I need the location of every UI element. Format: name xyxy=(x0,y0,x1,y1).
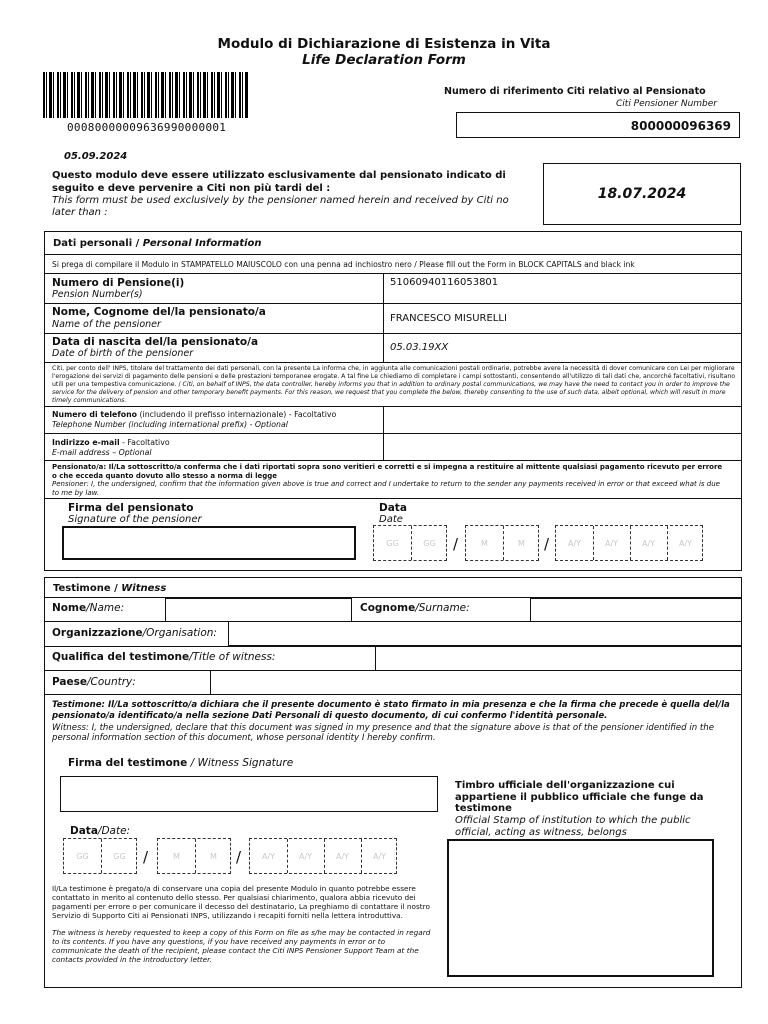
phone-label-en: Telephone Number (including international prefix) - Optional xyxy=(52,420,288,429)
pension-number-label-it: Numero di Pensione(i) xyxy=(52,277,185,289)
witness-signature-label-it: Firma del testimone xyxy=(68,757,188,769)
date-separator: / xyxy=(453,535,459,553)
ref-number-box xyxy=(456,112,740,138)
pensioner-signature-label-en: Signature of the pensioner xyxy=(68,514,202,525)
ref-number-value: 800000096369 xyxy=(630,119,731,133)
divider xyxy=(44,694,742,695)
witness-name-label-it: Nome xyxy=(52,602,87,614)
witness-org-input[interactable] xyxy=(228,621,742,646)
witness-title-en: Witness xyxy=(121,583,167,594)
witness-name-label-en: /Name: xyxy=(86,602,125,614)
form-title-it: Modulo di Dichiarazione di Esistenza in Vita xyxy=(217,36,551,52)
witness-org-label-it: Organizzazione xyxy=(52,627,143,639)
privacy-notice-it: Citi, per conto dell' INPS, titolare del trattamento dei dati personali, con la presente La informa che, in aggiunta alle comunicazioni postali ordinarie, potrebbe avere la necessità di dover comunicare con Lei per migliorare l'erogazione dei servizi di pagamento delle pensioni e delle prestazioni temporanee erogate. A tal fine Le chiediamo di completare i campi sottostanti, consentendo all'utilizzo di tali dati che, ancorché facoltativi, risultano utili per una tempestiva comunicazione. / xyxy=(52,365,736,388)
witness-name-input[interactable] xyxy=(165,598,352,622)
email-input[interactable] xyxy=(386,435,738,459)
witness-date-year[interactable]: A/Y A/Y A/Y A/Y xyxy=(249,838,397,874)
issue-date: 05.09.2024 xyxy=(64,151,128,162)
pensioner-signature-box[interactable] xyxy=(62,526,356,560)
dob-label-en: Date of birth of the pensioner xyxy=(52,348,194,359)
pensioner-date-month[interactable]: M M xyxy=(465,525,539,561)
barcode-number: 00080000009636990000001 xyxy=(67,121,227,134)
witness-surname-input[interactable] xyxy=(530,598,742,622)
deadline-box xyxy=(543,163,741,225)
witness-signature-label-en: / Witness Signature xyxy=(187,757,294,769)
witness-title-input[interactable] xyxy=(375,646,742,671)
ref-label-it: Numero di riferimento Citi relativo al Pensionato xyxy=(444,86,706,97)
personal-info-title-en: Personal Information xyxy=(142,238,262,249)
email-label-en: E-mail address – Optional xyxy=(52,448,152,457)
deadline-value: 18.07.2024 xyxy=(597,186,687,202)
phone-label-bold: Numero di telefono xyxy=(52,410,138,419)
pension-number-label-en: Pension Number(s) xyxy=(52,289,143,300)
pensioner-declaration-it: Pensionato/a: Il/La sottoscritto/a conferma che i dati riportati sopra sono veritieri e corretti e si impegna a restituire al mittente qualsiasi pagamento ricevuto per errore o che ecceda quanto dovuto allo stesso a norma di legge xyxy=(52,463,723,480)
witness-signature-box[interactable] xyxy=(60,776,438,812)
divider xyxy=(44,460,742,461)
pension-number-value: 51060940116053801 xyxy=(390,277,499,288)
witness-country-input[interactable] xyxy=(210,670,742,695)
witness-date-day[interactable]: GG GG xyxy=(63,838,137,874)
personal-info-header xyxy=(44,231,742,255)
column-divider xyxy=(383,273,384,363)
witness-declaration-it: Testimone: Il/La sottoscritto/a dichiara che il presente documento è stato firmato in mia presenza e che la firma che precede è quella del/la pensionato/a identificato/a nella sezione Dati Personali di questo documento, di cui confermo l'identità personale. xyxy=(52,700,730,721)
witness-title-label-en: /Title of witness: xyxy=(189,651,276,663)
witness-country-label-en: /Country: xyxy=(87,676,136,688)
witness-surname-label-it: Cognome xyxy=(360,602,416,614)
witness-header xyxy=(44,577,742,598)
date-separator: / xyxy=(236,848,242,866)
notice-it: Questo modulo deve essere utilizzato esclusivamente dal pensionato indicato di seguito e deve pervenire a Citi non più tardi del : xyxy=(52,170,506,194)
fill-instructions: Si prega di compilare il Modulo in STAMPATELLO MAIUSCOLO con una penna ad inchiostro nero / Please fill out the Form in BLOCK CAPITALS and black ink xyxy=(52,260,635,269)
dob-value: 05.03.19XX xyxy=(390,342,449,353)
date-separator: / xyxy=(143,848,149,866)
pensioner-name-value: FRANCESCO MISURELLI xyxy=(390,313,507,324)
pensioner-date-year[interactable]: A/Y A/Y A/Y A/Y xyxy=(555,525,703,561)
personal-info-title-it: Dati personali / xyxy=(53,238,143,249)
divider xyxy=(44,498,742,499)
privacy-notice-en: Citi, on behalf of INPS, the data controller, hereby informs you that in addition to ordinary postal communications, we may have the need to contact you in order to improve the service for the delivery of pension and other temporary benefit payments. For this reason, we request that you complete the below, thereby consenting to the use of such data, albeit optional, which will result in more timely communications. xyxy=(52,381,730,404)
pensioner-declaration-en: Pensioner: I, the undersigned, confirm that the information given above is true and correct and I undertake to return to the sender any payments received in error or that exceed what is due to me by law. xyxy=(52,480,720,497)
pensioner-name-label-en: Name of the pensioner xyxy=(52,319,161,330)
witness-declaration-en: Witness: I, the undersigned, declare that this document was signed in my presence and that the signature above is that of the pensioner identified in the personal information section of this document, whose personal identity I hereby confirm. xyxy=(52,723,715,743)
phone-label-rest: (includendo il prefisso internazionale) - Facoltativo xyxy=(137,410,337,419)
witness-country-label-it: Paese xyxy=(52,676,87,688)
divider xyxy=(44,433,742,434)
pensioner-signature-label-it: Firma del pensionato xyxy=(68,502,194,514)
witness-surname-label-en: /Surname: xyxy=(415,602,470,614)
phone-input[interactable] xyxy=(386,408,738,432)
witness-note-it: Il/La testimone è pregato/a di conservare una copia del presente Modulo in quanto potrebbe essere contattato in merito al contenuto dello stesso. Per qualsiasi chiarimento, qualora abbia ricevuto dei pagamenti per errore o per comunicare il decesso del destinatario, La preghiamo di contattare il nostro Servizio di Supporto Citi ai Pensionati INPS, utilizzando i recapiti forniti nella lettera introduttiva. xyxy=(52,884,430,920)
dob-label-it: Data di nascita del/la pensionato/a xyxy=(52,336,259,348)
divider xyxy=(44,362,742,363)
divider xyxy=(44,273,742,274)
privacy-notice xyxy=(52,365,736,405)
stamp-label-en: Official Stamp of institution to which the public official, acting as witness, belongs xyxy=(455,815,691,838)
witness-date-month[interactable]: M M xyxy=(157,838,231,874)
pensioner-date-label-it: Data xyxy=(379,502,407,514)
witness-org-label-en: /Organisation: xyxy=(142,627,217,639)
barcode-image xyxy=(43,72,249,118)
divider xyxy=(44,333,742,334)
witness-note-en: The witness is hereby requested to keep a copy of this Form on file as s/he may be contacted in regard to its contents. If you have any questions, if you have received any payments in error or to communicate the death of the recipient, please contact the Citi INPS Pensioner Support Team at the contacts provided in the introductory letter. xyxy=(52,928,431,964)
pensioner-name-label-it: Nome, Cognome del/la pensionato/a xyxy=(52,306,266,318)
email-label-rest: - Facoltativo xyxy=(119,438,170,447)
divider xyxy=(44,303,742,304)
divider xyxy=(44,406,742,407)
notice-en: This form must be used exclusively by the pensioner named herein and received by Citi no later than : xyxy=(52,195,509,218)
witness-title-it: Testimone / xyxy=(53,583,122,594)
ref-label-en: Citi Pensioner Number xyxy=(616,99,717,109)
witness-title-label-it: Qualifica del testimone xyxy=(52,651,190,663)
form-title-en: Life Declaration Form xyxy=(302,52,466,68)
date-separator: / xyxy=(544,535,550,553)
witness-date-label-it: Data xyxy=(70,825,98,837)
witness-date-label-en: /Date: xyxy=(97,825,131,837)
pensioner-date-label-en: Date xyxy=(379,514,403,525)
pensioner-date-day[interactable]: GG GG xyxy=(373,525,447,561)
official-stamp-box[interactable] xyxy=(447,839,714,977)
email-label-bold: Indirizzo e-mail xyxy=(52,438,120,447)
stamp-label-it: Timbro ufficiale dell'organizzazione cui appartiene il pubblico ufficiale che funge da testimone xyxy=(455,780,704,814)
